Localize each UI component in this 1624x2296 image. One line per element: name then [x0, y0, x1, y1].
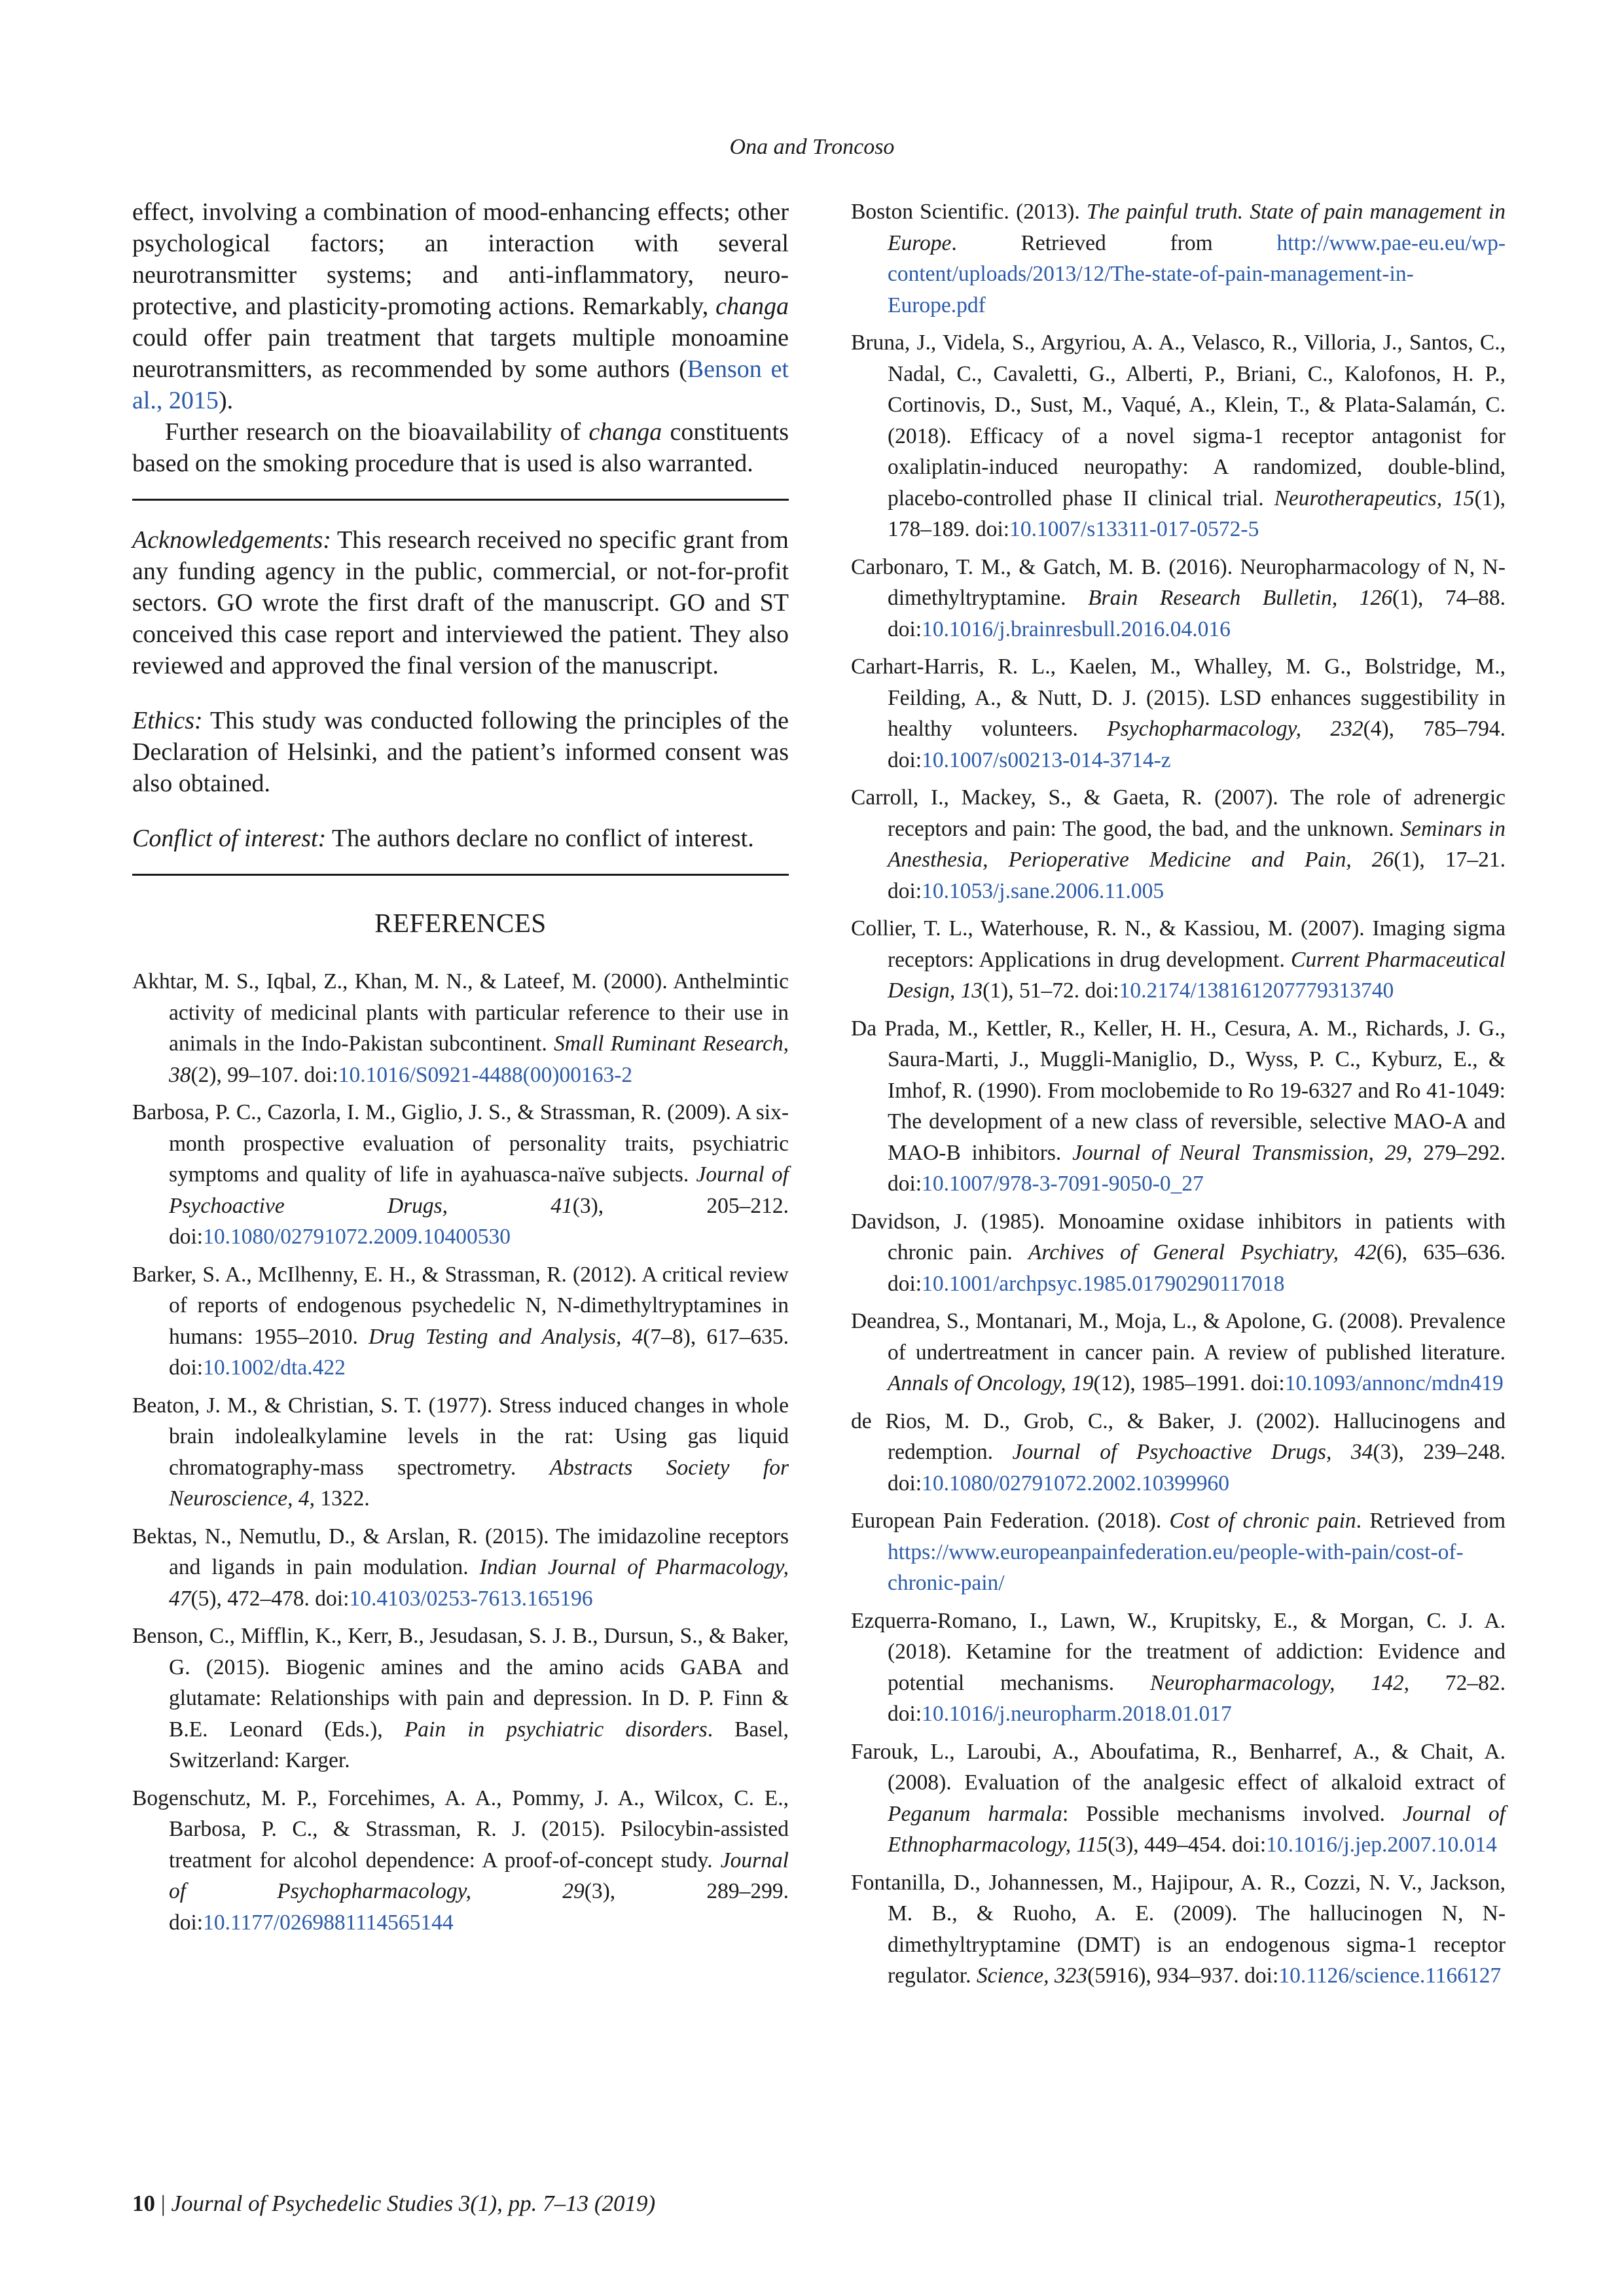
section-divider: [132, 499, 789, 501]
reference-entry: Akhtar, M. S., Iqbal, Z., Khan, M. N., & Lateef, M. (2000). Anthelmintic activity of medicinal plants with particular reference to their use in animals in the Indo-Pakistan subcontinent. Small Ruminant Research, 38(2), 99–107. doi:10.1016/S0921-4488(00)00163-2: [132, 969, 789, 1087]
reference-entry: Davidson, J. (1985). Monoamine oxidase inhibitors in patients with chronic pain. Archives of General Psychiatry, 42(6), 635–636. doi:10.1001/archpsyc.1985.01790290117018: [851, 1209, 1506, 1296]
reference-entry: Collier, T. L., Waterhouse, R. N., & Kassiou, M. (2007). Imaging sigma receptors: Applications in drug development. Current Pharmaceutical Design, 13(1), 51–72. doi:10.2174/138161207779313740: [851, 916, 1506, 1003]
doi-link[interactable]: 10.1007/s13311-017-0572-5: [1009, 517, 1259, 541]
left-column: [132, 196, 789, 1945]
reference-entry: Barker, S. A., McIlhenny, E. H., & Strassman, R. (2012). A critical review of reports of endogenous psychedelic N, N-dimethyltryptamines in humans: 1955–2010. Drug Testing and Analysis, 4(7–8), 617–635. doi:10.1002/dta.422: [132, 1262, 789, 1380]
body-paragraph: effect, involving a combination of mood-enhancing effects; other psychological factors; an interaction with several neurotransmitter systems; and anti-inflammatory, neuro-protective, and plasticity-promoting actions. Remarkably, changa could offer pain treatment that targets multiple monoamine neurotransmitters, as recommended by some authors (Benson et al., 2015).: [132, 198, 789, 414]
reference-entry: Beaton, J. M., & Christian, S. T. (1977). Stress induced changes in whole brain indolealkylamine levels in the rat: Using gas liquid chromatography-mass spectrometry. Abstracts Society for Neuroscience, 4, 1322.: [132, 1393, 789, 1511]
reference-entry: Bogenschutz, M. P., Forcehimes, A. A., Pommy, J. A., Wilcox, C. E., Barbosa, P. C., & Strassman, R. J. (2015). Psilocybin-assisted treatment for alcohol dependence: A proof-of-concept study. Journal of Psychopharmacology, 29(3), 289–299. doi:10.1177/0269881114565144: [132, 1785, 789, 1935]
doi-link[interactable]: 10.1126/science.1166127: [1278, 1964, 1502, 1988]
reference-entry: Da Prada, M., Kettler, R., Keller, H. H., Cesura, A. M., Richards, J. G., Saura-Marti, J., Muggli-Maniglio, D., Wyss, P. C., Kyburz, E., & Imhof, R. (1990). From moclobemide to Ro 19-6327 and Ro 41-1049: The development of a new class of reversible, selective MAO-A and MAO-B inhibitors. Journal of Neural Transmission, 29, 279–292. doi:10.1007/978-3-7091-9050-0_27: [851, 1016, 1506, 1196]
doi-link[interactable]: 10.1080/02791072.2009.10400530: [203, 1225, 511, 1249]
reference-list: [132, 966, 789, 1938]
journal-citation: Journal of Psychedelic Studies 3(1), pp. 7–13 (2019): [171, 2191, 656, 2216]
doi-link[interactable]: 10.1007/s00213-014-3714-z: [922, 747, 1171, 772]
doi-link[interactable]: 10.1002/dta.422: [203, 1355, 346, 1380]
reference-entry: Ezquerra-Romano, I., Lawn, W., Krupitsky, E., & Morgan, C. J. A. (2018). Ketamine for the treatment of addiction: Evidence and potential mechanisms. Neuropharmacology, 142, 72–82. doi:10.1016/j.neuropharm.2018.01.017: [851, 1608, 1506, 1726]
doi-link[interactable]: 10.2174/138161207779313740: [1119, 978, 1394, 1003]
doi-link[interactable]: http://www.pae-eu.eu/wp-content/uploads/2013/12/The-state-of-pain-management-in-Europe.pdf: [888, 230, 1506, 317]
reference-entry: de Rios, M. D., Grob, C., & Baker, J. (2002). Hallucinogens and redemption. Journal of Psychoactive Drugs, 34(3), 239–248. doi:10.1080/02791072.2002.10399960: [851, 1408, 1506, 1496]
reference-entry: Carroll, I., Mackey, S., & Gaeta, R. (2007). The role of adrenergic receptors and pain: The good, the bad, and the unknown. Seminars in Anesthesia, Perioperative Medicine and Pain, 26(1), 17–21. doi:10.1053/j.sane.2006.11.005: [851, 785, 1506, 903]
ethics-statement: Ethics: This study was conducted following the principles of the Declaration of Helsinki, and the patient’s informed consent was also obtained.: [132, 707, 789, 797]
reference-entry: Benson, C., Mifflin, K., Kerr, B., Jesudasan, S. J. B., Dursun, S., & Baker, G. (2015). Biogenic amines and the amino acids GABA and glutamate: Relationships with pain and depression. In D. P. Finn & B.E. Leonard (Eds.), Pain in psychiatric disorders. Basel, Switzerland: Karger.: [132, 1624, 789, 1772]
doi-link[interactable]: 10.1016/S0921-4488(00)00163-2: [338, 1062, 633, 1087]
reference-entry: Bruna, J., Videla, S., Argyriou, A. A., Velasco, R., Villoria, J., Santos, C., Nadal, C., Cavaletti, G., Alberti, P., Briani, C., Kalofonos, H. P., Cortinovis, D., Sust, M., Vaqué, A., Klein, T., & Plata-Salamán, C. (2018). Efficacy of a novel sigma-1 receptor antagonist for oxaliplatin-induced neuropathy: A randomized, double-blind, placebo-controlled phase II clinical trial. Neurotherapeutics, 15(1), 178–189. doi:10.1007/s13311-017-0572-5: [851, 331, 1506, 541]
doi-link[interactable]: 10.1177/0269881114565144: [203, 1910, 454, 1935]
reference-entry: Deandrea, S., Montanari, M., Moja, L., & Apolone, G. (2008). Prevalence of undertreatment in cancer pain. A review of published literature. Annals of Oncology, 19(12), 1985–1991. doi:10.1093/annonc/mdn419: [851, 1309, 1506, 1395]
body-paragraph: Further research on the bioavailability of changa constituents based on the smoking procedure that is used is also warranted.: [132, 418, 789, 477]
citation-link[interactable]: Benson et al., 2015: [132, 355, 789, 414]
reference-entry: Carhart-Harris, R. L., Kaelen, M., Whalley, M. G., Bolstridge, M., Feilding, A., & Nutt, D. J. (2015). LSD enhances suggestibility in healthy volunteers. Psychopharmacology, 232(4), 785–794. doi:10.1007/s00213-014-3714-z: [851, 655, 1506, 772]
doi-link[interactable]: 10.1093/annonc/mdn419: [1284, 1371, 1504, 1395]
doi-link[interactable]: 10.1016/j.brainresbull.2016.04.016: [922, 617, 1231, 641]
acknowledgements: Acknowledgements: This research received no specific grant from any funding agency in the public, commercial, or not-for-profit sectors. GO wrote the first draft of the manuscript. GO and ST conceived this case report and interviewed the patient. They also reviewed and approved the final version of the manuscript.: [132, 526, 789, 679]
page-footer: 10 | Journal of Psychedelic Studies 3(1), pp. 7–13 (2019): [132, 2191, 656, 2216]
doi-link[interactable]: 10.1001/archpsyc.1985.01790290117018: [922, 1271, 1285, 1296]
reference-entry: Fontanilla, D., Johannessen, M., Hajipour, A. R., Cozzi, N. V., Jackson, M. B., & Ruoho, A. E. (2009). The hallucinogen N, N-dimethyltryptamine (DMT) is an endogenous sigma-1 receptor regulator. Science, 323(5916), 934–937. doi:10.1126/science.1166127: [851, 1870, 1506, 1988]
section-divider: [132, 874, 789, 876]
reference-entry: Bektas, N., Nemutlu, D., & Arslan, R. (2015). The imidazoline receptors and ligands in pain modulation. Indian Journal of Pharmacology, 47(5), 472–478. doi:10.4103/0253-7613.165196: [132, 1524, 789, 1611]
page-number: 10: [132, 2191, 155, 2216]
reference-entry: Boston Scientific. (2013). The painful truth. State of pain management in Europe. Retrieved from http://www.pae-eu.eu/wp-content/uploads/2013/12/The-state-of-pain-management-in-Europe.pdf: [851, 200, 1506, 317]
doi-link[interactable]: 10.1053/j.sane.2006.11.005: [922, 878, 1164, 903]
references-heading: REFERENCES: [374, 908, 547, 938]
doi-link[interactable]: 10.4103/0253-7613.165196: [349, 1586, 593, 1611]
right-column: [851, 196, 1506, 1998]
reference-list: [851, 196, 1506, 1992]
doi-link[interactable]: 10.1016/j.neuropharm.2018.01.017: [922, 1702, 1232, 1726]
reference-entry: Carbonaro, T. M., & Gatch, M. B. (2016). Neuropharmacology of N, N-dimethyltryptamine. Brain Research Bulletin, 126(1), 74–88. doi:10.1016/j.brainresbull.2016.04.016: [851, 554, 1506, 641]
reference-entry: Farouk, L., Laroubi, A., Aboufatima, R., Benharref, A., & Chait, A. (2008). Evaluation of the analgesic effect of alkaloid extract of Peganum harmala: Possible mechanisms involved. Journal of Ethnopharmacology, 115(3), 449–454. doi:10.1016/j.jep.2007.10.014: [851, 1739, 1506, 1857]
reference-entry: European Pain Federation. (2018). Cost of chronic pain. Retrieved from https://www.europeanpainfederation.eu/people-with-pain/cost-of-chronic-pain/: [851, 1509, 1506, 1595]
doi-link[interactable]: 10.1007/978-3-7091-9050-0_27: [922, 1172, 1204, 1196]
conflict-of-interest: Conflict of interest: The authors declare no conflict of interest.: [132, 825, 754, 852]
running-head: Ona and Troncoso: [729, 135, 895, 159]
doi-link[interactable]: https://www.europeanpainfederation.eu/people-with-pain/cost-of-chronic-pain/: [888, 1539, 1464, 1595]
reference-entry: Barbosa, P. C., Cazorla, I. M., Giglio, J. S., & Strassman, R. (2009). A six-month prospective evaluation of personality traits, psychiatric symptoms and quality of life in ayahuasca-naïve subjects. Journal of Psychoactive Drugs, 41(3), 205–212. doi:10.1080/02791072.2009.10400530: [132, 1100, 789, 1249]
doi-link[interactable]: 10.1080/02791072.2002.10399960: [922, 1471, 1230, 1496]
doi-link[interactable]: 10.1016/j.jep.2007.10.014: [1266, 1833, 1497, 1857]
